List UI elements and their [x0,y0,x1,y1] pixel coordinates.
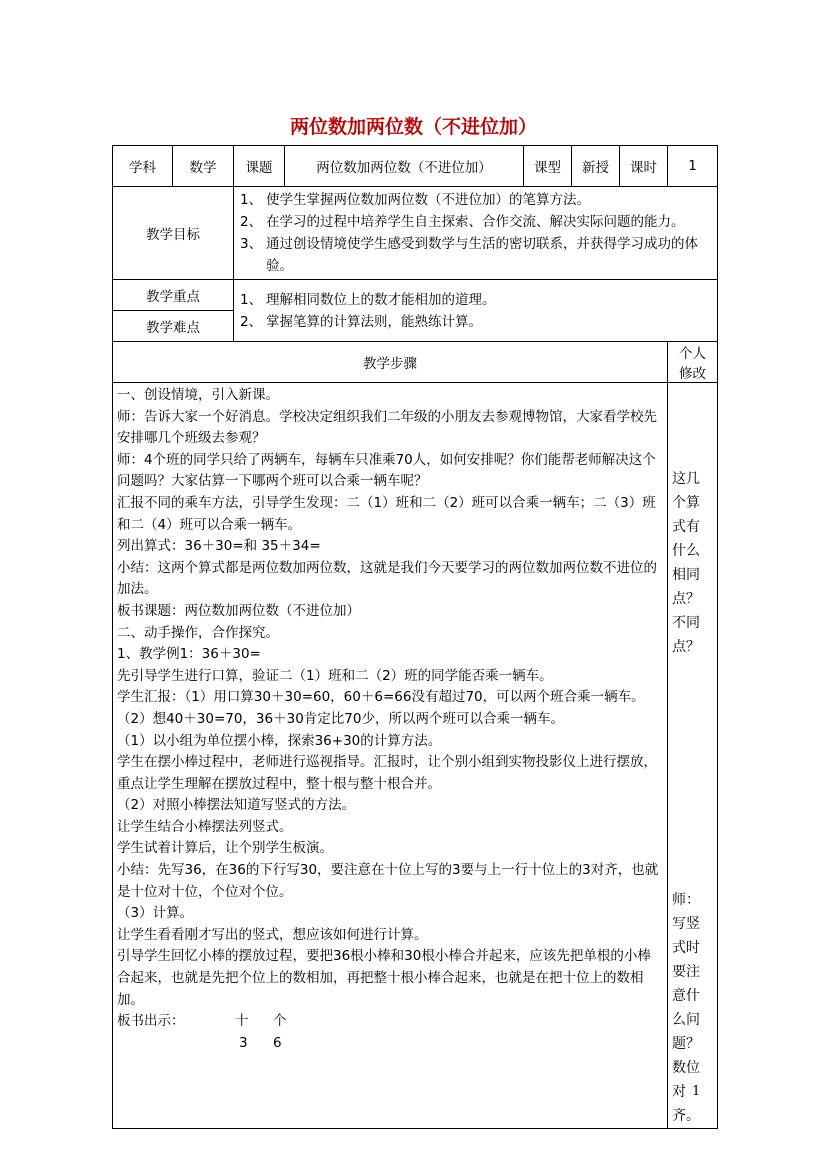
goal-text: 使学生掌握两位数加两位数（不进位加）的笔算方法。 [266,192,590,208]
board-header-line [117,1011,663,1033]
note-item: 这几个算式有什么相同点？不同点？ [672,471,700,655]
goals-row [113,187,718,280]
key-point-text: 理解相同数位上的数才能相加的道理。 [266,291,496,308]
key-difficulty-content [234,280,718,342]
board-ones-label: 个 [273,1013,287,1030]
subject-value: 数学 [173,146,234,187]
board-label: 板书出示： [117,1013,185,1030]
steps-header-row [113,342,718,383]
goal-item [240,189,711,211]
key-point-item [240,289,711,311]
type-label: 课型 [524,146,572,187]
lesson-plan-table [112,145,718,1129]
step-paragraph: 小结：这两个算式都是两位数加两位数，这就是我们今天要学习的两位数加两位数不进位的加法。 [117,559,657,598]
goal-text: 在学习的过程中培养学生自主探索、合作交流、解决实际问题的能力。 [266,214,685,230]
step-paragraph: 让学生看看刚才写出的竖式，想应该如何进行计算。 [117,926,428,943]
step-paragraph: 小结：先写36，在36的下行写30，要注意在十位上写的3要与上一行十位上的3对齐，也就是十位对十位，个位对个位。 [117,862,659,900]
header-row [113,146,718,187]
step-paragraph: 先引导学生进行口算，验证二（1）班和二（2）班的同学能否乘一辆车。 [117,667,553,684]
difficulties-label: 教学难点 [113,311,234,342]
step-paragraph: 学生汇报：（1）用口算30＋30=60，60＋6=66没有超过70，可以两个班合乘一辆车。（2）想40＋30=70，36＋30肯定比70少，所以两个班可以合乘一辆车。 [117,689,645,727]
goals-content [234,187,718,280]
subject-label: 学科 [113,146,173,187]
step-paragraph: 师：告诉大家一个好消息。学校决定组织我们二年级的小朋友去参观博物馆，大家看学校先安排哪几个班级去参观？ [117,408,657,447]
page-number: 1 [692,1084,701,1099]
step-paragraph: 引导学生回忆小棒的摆放过程，要把36根小棒和30根小棒合并起来，应该先把单根的小棒合起来，也就是先把个位上的数相加，再把整十根小棒合起来，也就是在把十位上的数相加。 [117,948,651,1008]
key-points-label: 教学重点 [113,280,234,311]
key-points-row [113,280,718,311]
step-paragraph: 让学生结合小棒摆法列竖式。 [117,818,293,835]
steps-row [113,383,718,1129]
hours-value: 1 [668,146,718,187]
step-paragraph: （1）以小组为单位摆小棒，探索36+30的计算方法。 [117,732,442,749]
step-paragraph: （3）计算。 [117,905,194,922]
notes-header: 个人修改 [668,342,718,383]
difficulty-num: 2、 [240,313,263,330]
steps-header: 教学步骤 [113,342,668,383]
step-paragraph: 一、创设情境，引入新课。 [117,387,279,403]
hours-label: 课时 [620,146,668,187]
topic-value: 两位数加两位数（不进位加） [285,146,524,187]
goal-num: 3、 [240,236,263,252]
goal-num: 2、 [240,214,263,230]
document-title: 两位数加两位数（不进位加） [289,116,537,138]
board-ones-digit: 6 [273,1034,282,1051]
goal-text: 通过创设情境使学生感受到数学与生活的密切联系，并获得学习成功的体验。 [266,236,698,274]
step-paragraph: 师：4个班的同学只给了两辆车，每辆车只准乘70人，如何安排呢？你们能帮老师解决这个问题吗？大家估算一下哪两个班可以合乘一辆车呢？ [117,451,656,490]
step-paragraph: 1、教学例1：36＋30= [117,646,261,663]
goals-label: 教学目标 [113,187,234,280]
step-paragraph: 学生试着计算后，让个别学生板演。 [117,840,333,857]
step-paragraph: 汇报不同的乘车方法，引导学生发现：二（1）班和二（2）班可以合乘一辆车；二（3）班和二（4）班可以合乘一辆车。 [117,494,656,533]
note-item: 师：写竖式时要注意什么问题？ [672,892,700,1052]
steps-content [113,383,668,1129]
step-paragraph: 列出算式：36＋30=和 35＋34= [117,538,321,555]
topic-label: 课题 [234,146,285,187]
difficulty-text: 掌握笔算的计算法则，能熟练计算。 [266,313,482,330]
board-tens-label: 十 [235,1013,249,1030]
step-paragraph: 板书课题：两位数加两位数（不进位加） [117,602,360,619]
goal-item [240,211,711,233]
step-paragraph: （2）对照小棒摆法知道写竖式的方法。 [117,797,356,814]
goal-item [240,233,711,277]
difficulty-item [240,311,711,333]
key-point-num: 1、 [240,291,263,308]
board-tens-digit: 3 [239,1034,248,1051]
goal-num: 1、 [240,192,263,208]
note-item: 数位对齐。 [672,1060,700,1124]
step-paragraph: 二、动手操作，合作探究。 [117,624,279,641]
step-paragraph: 学生在摆小棒过程中，老师进行巡视指导。汇报时，让个别小组到实物投影仪上进行摆放，重点让学生理解在摆放过程中，整十根与整十根合并。 [117,754,657,792]
notes-content [668,383,718,1129]
board-digits-line [117,1033,663,1055]
type-value: 新授 [572,146,620,187]
